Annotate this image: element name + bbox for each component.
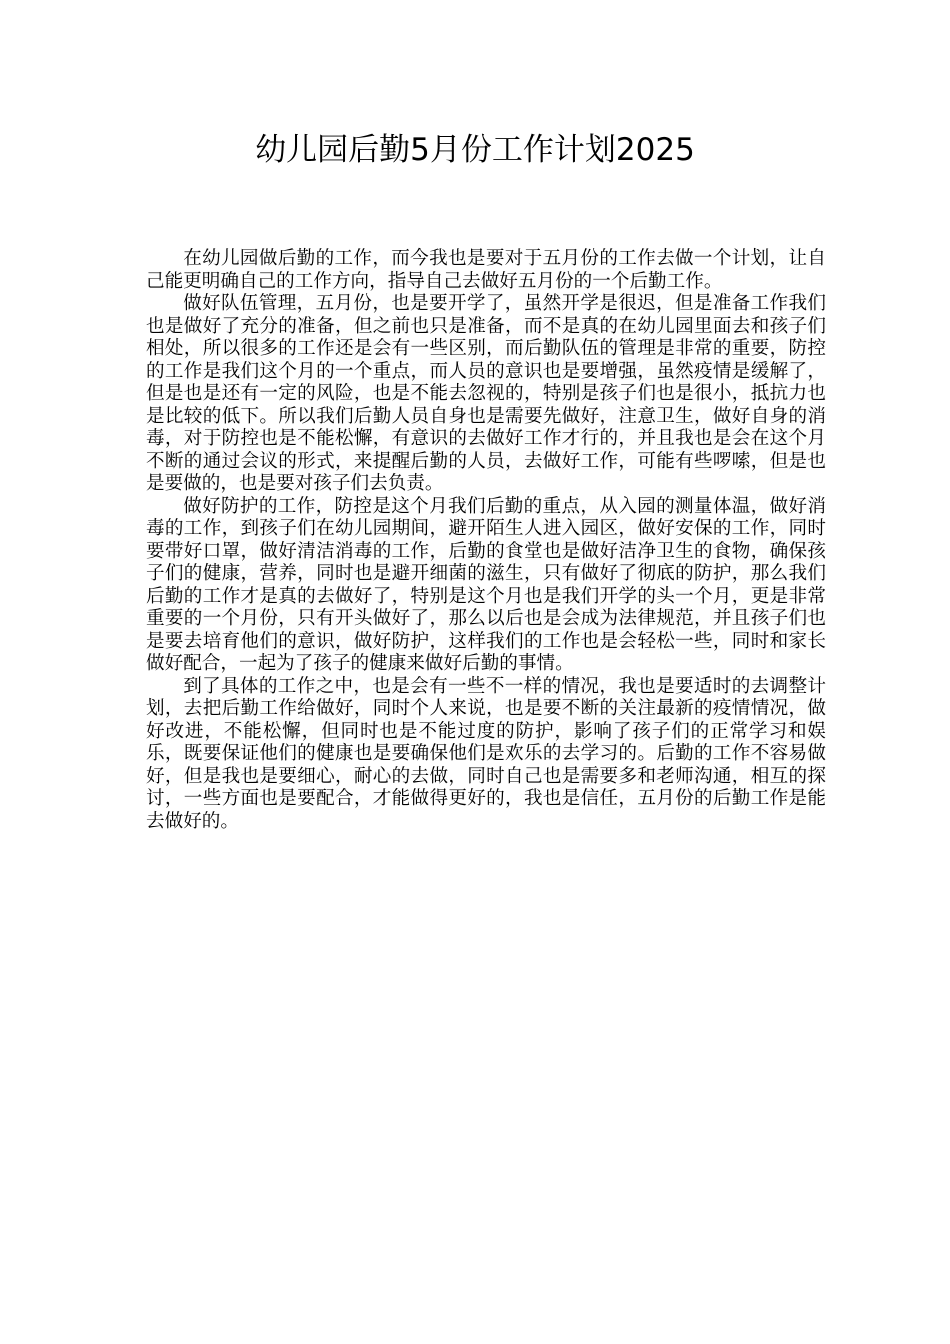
body-paragraph: 到了具体的工作之中，也是会有一些不一样的情况，我也是要适时的去调整计划，去把后勤工作给做好，同时个人来说，也是要不断的关注最新的疫情情况，做好改进，不能松懈，但同时也是不能过度的防护，影响了孩子们的正常学习和娱乐，既要保证他们的健康也是要确保他们是欢乐的去学习的。后勤的工作不容易做好，但是我也是要细心，耐心的去做，同时自己也是需要多和老师沟通，相互的探讨，一些方面也是要配合，才能做得更好的，我也是信任，五月份的后勤工作是能去做好的。: [146, 675, 826, 832]
body-paragraph: 做好防护的工作，防控是这个月我们后勤的重点，从入园的测量体温，做好消毒的工作，到孩子们在幼儿园期间，避开陌生人进入园区，做好安保的工作，同时要带好口罩，做好清洁消毒的工作，后勤的食堂也是做好洁净卫生的食物，确保孩子们的健康，营养，同时也是避开细菌的滋生，只有做好了彻底的防护，那么我们后勤的工作才是真的去做好了，特别是这个月也是我们开学的头一个月，更是非常重要的一个月份，只有开头做好了，那么以后也是会成为法律规范，并且孩子们也是要去培育他们的意识，做好防护，这样我们的工作也是会轻松一些，同时和家长做好配合，一起为了孩子的健康来做好后勤的事情。: [146, 495, 826, 674]
body-paragraph: 在幼儿园做后勤的工作，而今我也是要对于五月份的工作去做一个计划，让自己能更明确自己的工作方向，指导自己去做好五月份的一个后勤工作。: [146, 248, 826, 292]
document-body: [146, 248, 826, 833]
document-title: 幼儿园后勤5月份工作计划2025: [255, 132, 695, 168]
body-paragraph: 做好队伍管理，五月份，也是要开学了，虽然开学是很迟，但是准备工作我们也是做好了充分的准备，但之前也只是准备，而不是真的在幼儿园里面去和孩子们相处，所以很多的工作还是会有一些区别，而后勤队伍的管理是非常的重要，防控的工作是我们这个月的一个重点，而人员的意识也是要增强，虽然疫情是缓解了，但是也是还有一定的风险，也是不能去忽视的，特别是孩子们也是很小，抵抗力也是比较的低下。所以我们后勤人员自身也是需要先做好，注意卫生，做好自身的消毒，对于防控也是不能松懈，有意识的去做好工作才行的，并且我也是会在这个月不断的通过会议的形式，来提醒后勤的人员，去做好工作，可能有些啰嗦，但是也是要做的，也是要对孩子们去负责。: [146, 293, 826, 494]
